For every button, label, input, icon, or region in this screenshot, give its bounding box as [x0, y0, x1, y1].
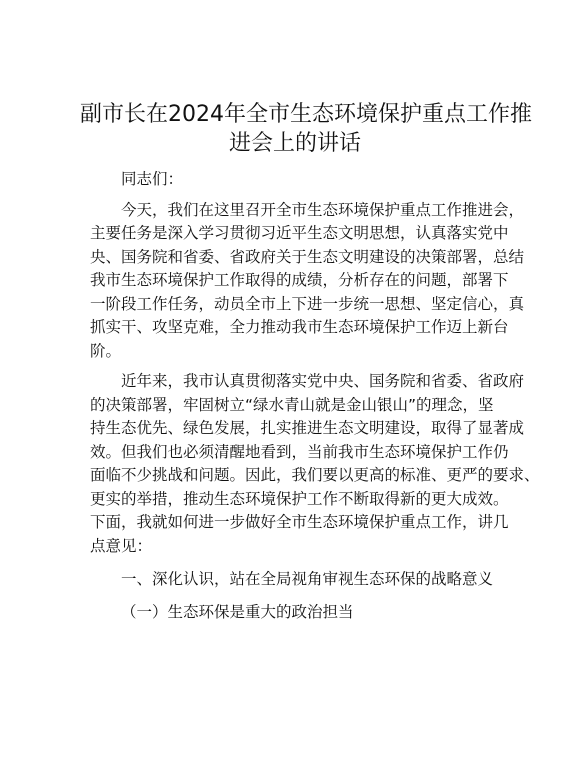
- paragraph-1-line-4: 我市生态环境保护工作取得的成绩，分析存在的问题，部署下: [90, 271, 509, 289]
- paragraph-1-line-1: 今天，我们在这里召开全市生态环境保护重点工作推进会，: [121, 200, 525, 219]
- paragraph-2-line-5: 面临不少挑战和问题。因此，我们要以更高的标准、更严的要求、: [90, 466, 540, 484]
- greeting: [90, 168, 510, 192]
- paragraph-1-line-3: 央、国务院和省委、省政府关于生态文明建设的决策部署，总结: [90, 247, 525, 266]
- subsection-heading-1: [90, 601, 510, 625]
- document-body: [90, 168, 540, 624]
- section-heading-1: [90, 568, 510, 592]
- paragraph-1-line-7: 阶。: [90, 341, 122, 360]
- paragraph-2-line-7: 下面，我就如何进一步做好全市生态环境保护重点工作，讲几: [90, 513, 509, 531]
- paragraph-2: [90, 370, 540, 558]
- title-line-2: 进会上的讲话: [228, 131, 361, 156]
- greeting-text: 同志们：: [121, 170, 184, 188]
- paragraph-2-line-8: 点意见：: [90, 536, 153, 555]
- paragraph-2-line-1: 近年来，我市认真贯彻落实党中央、国务院和省委、省政府: [121, 372, 525, 390]
- paragraph-2-line-4: 效。但我们也必须清醒地看到，当前我市生态环境保护工作仍: [90, 442, 509, 461]
- subsection-heading-1-text: （一）生态环保是重大的政治担当: [121, 602, 354, 621]
- paragraph-1-line-5: 一阶段工作任务，动员全市上下进一步统一思想、坚定信心，真: [90, 294, 525, 313]
- paragraph-1-line-2: 主要任务是深入学习贯彻习近平生态文明思想，认真落实党中: [90, 224, 509, 242]
- title-line-1: 副市长在2024年全市生态环境保护重点工作推: [80, 102, 532, 127]
- paragraph-2-line-6: 更实的举措，推动生态环境保护工作不断取得新的更大成效。: [90, 489, 509, 508]
- document-title: [80, 100, 532, 158]
- section-heading-1-text: 一、深化认识，站在全局视角审视生态环保的战略意义: [121, 570, 494, 588]
- paragraph-2-line-3: 持生态优先、绿色发展，扎实推进生态文明建设，取得了显著成: [90, 419, 525, 437]
- paragraph-1: [90, 199, 525, 364]
- paragraph-1-line-6: 抓实干、攻坚克难，全力推动我市生态环境保护工作迈上新台: [90, 318, 509, 336]
- paragraph-2-line-2: 的决策部署，牢固树立“绿水青山就是金山银山”的理念，坚: [90, 395, 494, 414]
